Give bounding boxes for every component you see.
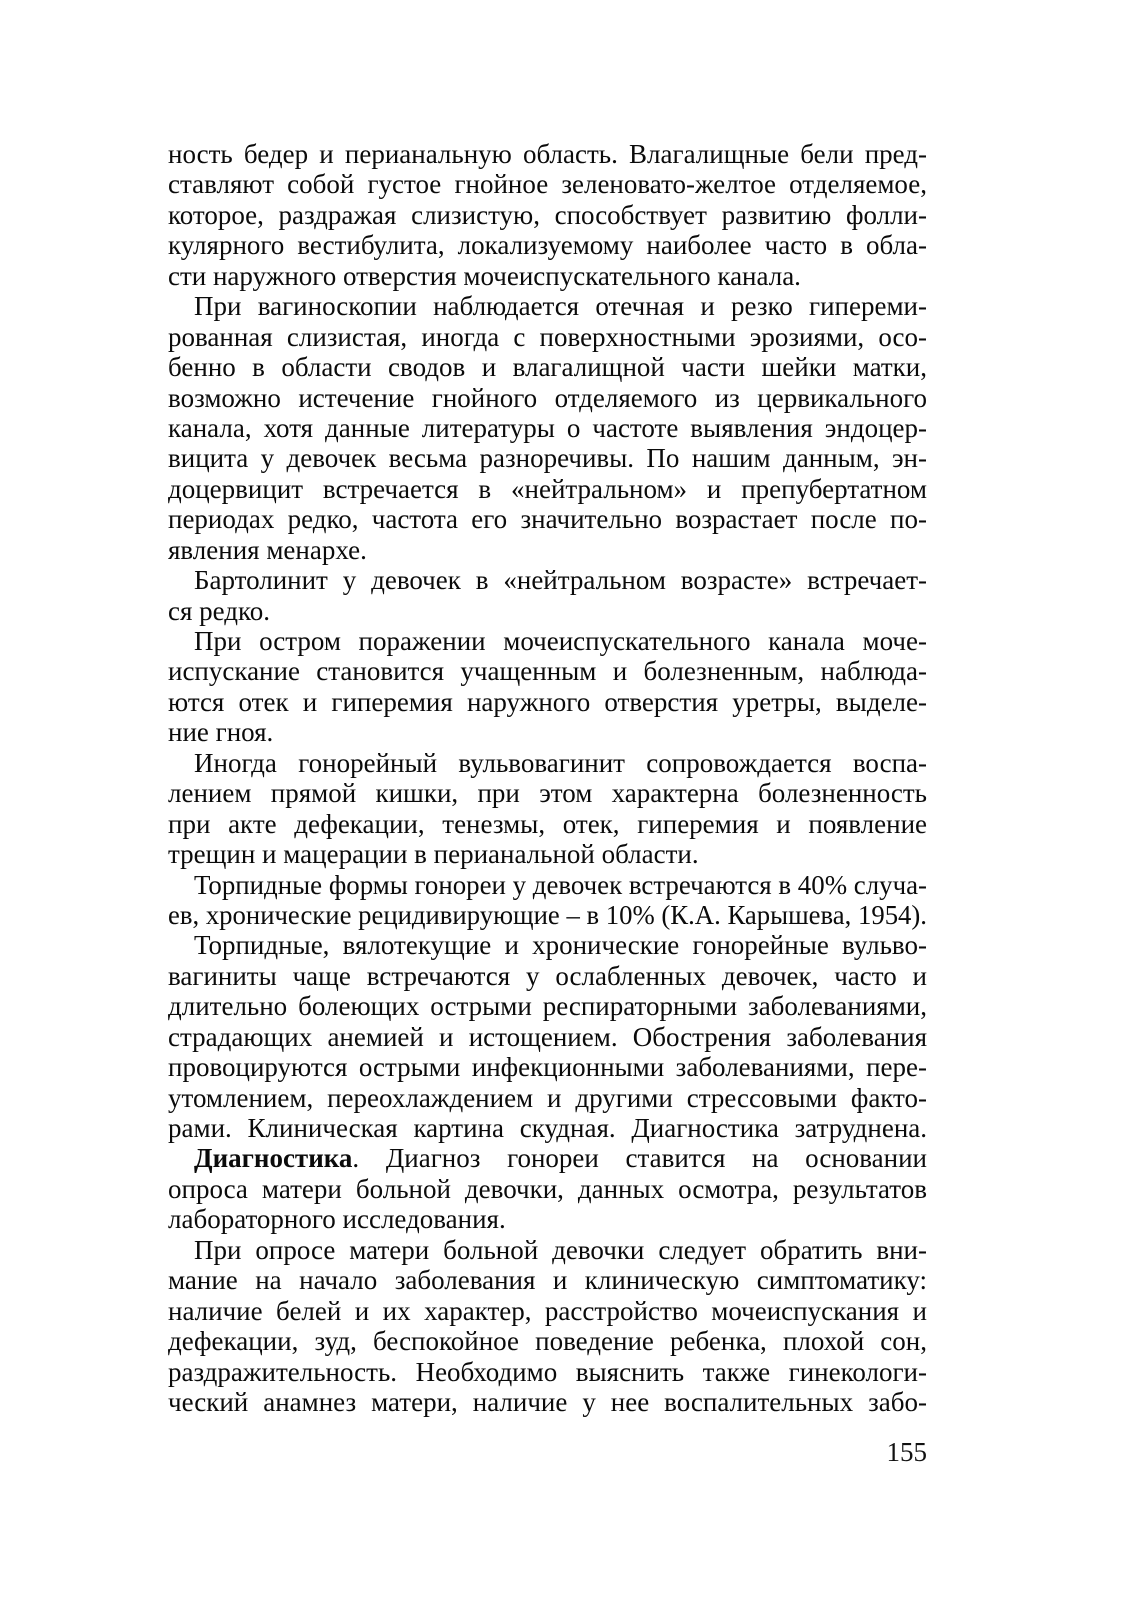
text-line (168, 230, 927, 260)
paragraph (168, 1235, 927, 1418)
text-run: при акте дефекации, тенезмы, отек, гиперемия и появление (168, 808, 927, 839)
text-run: периодах редко, частота его значительно возрастает после по- (168, 504, 927, 535)
text-line (168, 596, 927, 626)
paragraph (168, 626, 927, 748)
text-line (168, 1204, 927, 1234)
text-line (168, 504, 927, 534)
text-run: утомлением, переохлаждением и другими стрессовыми факто- (168, 1082, 927, 1113)
paragraph (168, 565, 927, 626)
page-number: 155 (886, 1437, 927, 1467)
text-run: наличие белей и их характер, расстройство мочеиспускания и (168, 1295, 927, 1326)
text-run: вагиниты чаще встречаются у ослабленных девочек, часто и (168, 960, 927, 991)
text-line (168, 1326, 927, 1356)
text-line (168, 1083, 927, 1113)
text-run: явления менархе. (168, 534, 367, 565)
text-line (168, 778, 927, 808)
text-line (168, 1052, 927, 1082)
text-run: опроса матери больной девочки, данных осмотра, результатов (168, 1173, 927, 1204)
text-run: . Диагноз гонореи ставится на основании (352, 1143, 927, 1174)
paragraph (168, 748, 927, 870)
text-run: Иногда гонорейный вульвовагинит сопровождается воспа- (194, 747, 927, 778)
text-run: Торпидные формы гонореи у девочек встречаются в 40% случа- (194, 869, 927, 900)
text-line (168, 565, 927, 595)
text-line (168, 1113, 927, 1143)
text-line (168, 443, 927, 473)
text-run: ность бедер и перианальную область. Влагалищные бели пред- (168, 139, 927, 169)
text-run: При опросе матери больной девочки следует обратить вни- (194, 1234, 927, 1265)
text-line (168, 200, 927, 230)
text-run: ся редко. (168, 595, 271, 626)
text-run: канала, хотя данные литературы о частоте выявления эндоцер- (168, 412, 927, 443)
text-line (168, 1143, 927, 1173)
text-run: сти наружного отверстия мочеиспускательного канала. (168, 260, 801, 291)
paragraph (168, 870, 927, 931)
text-line (168, 626, 927, 656)
text-run: бенно в области сводов и влагалищной части шейки матки, (168, 352, 927, 383)
text-run: испускание становится учащенным и болезненным, наблюда- (168, 656, 927, 687)
text-line (168, 1235, 927, 1265)
text-line (168, 322, 927, 352)
text-run: мание на начало заболевания и клиническую симптоматику: (168, 1265, 927, 1296)
text-run: ставляют собой густое гнойное зеленовато-желтое отделяемое, (168, 169, 927, 200)
text-line (168, 870, 927, 900)
text-line (168, 900, 927, 930)
text-line (168, 1296, 927, 1326)
text-line (168, 291, 927, 321)
text-line (168, 413, 927, 443)
text-run: При вагиноскопии наблюдается отечная и резко гипереми- (194, 291, 927, 322)
text-line (168, 809, 927, 839)
text-run: рованная слизистая, иногда с поверхностными эрозиями, осо- (168, 321, 927, 352)
text-run: которое, раздражая слизистую, способствует развитию фолли- (168, 199, 927, 230)
text-run: доцервицит встречается в «нейтральном» и препубертатном (168, 473, 927, 504)
text-run: трещин и мацерации в перианальной области. (168, 839, 699, 870)
text-run: ются отек и гиперемия наружного отверстия уретры, выделе- (168, 686, 927, 717)
text-line (168, 1022, 927, 1052)
text-run: Торпидные, вялотекущие и хронические гонорейные вульво- (194, 930, 927, 961)
text-run: провоцируются острыми инфекционными заболеваниями, пере- (168, 1052, 927, 1083)
text-line (168, 991, 927, 1021)
text-line (168, 839, 927, 869)
text-run: Бартолинит у девочек в «нейтральном возрасте» встречает- (194, 565, 927, 596)
text-run: ческий анамнез матери, наличие у нее воспалительных забо- (168, 1386, 927, 1417)
text-run: ев, хронические рецидивирующие – в 10% (К.А. Карышева, 1954). (168, 899, 927, 930)
text-run: лабораторного исследования. (168, 1204, 506, 1235)
text-run: лением прямой кишки, при этом характерна болезненность (168, 778, 927, 809)
text-run: раздражительность. Необходимо выяснить также гинекологи- (168, 1356, 927, 1387)
text-run: кулярного вестибулита, локализуемому наиболее часто в обла- (168, 230, 927, 261)
text-run: ние гноя. (168, 717, 274, 748)
text-run: возможно истечение гнойного отделяемого из цервикального (168, 382, 927, 413)
text-line (168, 352, 927, 382)
text-line (168, 1357, 927, 1387)
text-line (168, 383, 927, 413)
text-line (168, 687, 927, 717)
text-line (168, 1174, 927, 1204)
text-run: длительно болеющих острыми респираторными заболеваниями, (168, 991, 927, 1022)
text-line (168, 930, 927, 960)
text-line (168, 1265, 927, 1295)
paragraph (168, 1143, 927, 1234)
text-line (168, 535, 927, 565)
paragraph (168, 139, 927, 291)
text-line (168, 474, 927, 504)
text-line (168, 169, 927, 199)
text-run: вицита у девочек весьма разноречивы. По нашим данным, эн- (168, 443, 927, 474)
text-line (168, 748, 927, 778)
text-run: При остром поражении мочеиспускательного канала моче- (194, 626, 927, 656)
paragraph (168, 930, 927, 1143)
text-line (168, 261, 927, 291)
text-run: рами. Клиническая картина скудная. Диагностика затруднена. (168, 1113, 927, 1143)
paragraph (168, 291, 927, 565)
text-line (168, 717, 927, 747)
text-run: страдающих анемией и истощением. Обострения заболевания (168, 1021, 927, 1052)
text-line (168, 1387, 927, 1417)
bold-run: Диагностика (194, 1143, 353, 1174)
text-run: дефекации, зуд, беспокойное поведение ребенка, плохой сон, (168, 1326, 927, 1357)
text-line (168, 961, 927, 991)
text-line (168, 139, 927, 169)
text-block (168, 139, 927, 1417)
text-line (168, 656, 927, 686)
